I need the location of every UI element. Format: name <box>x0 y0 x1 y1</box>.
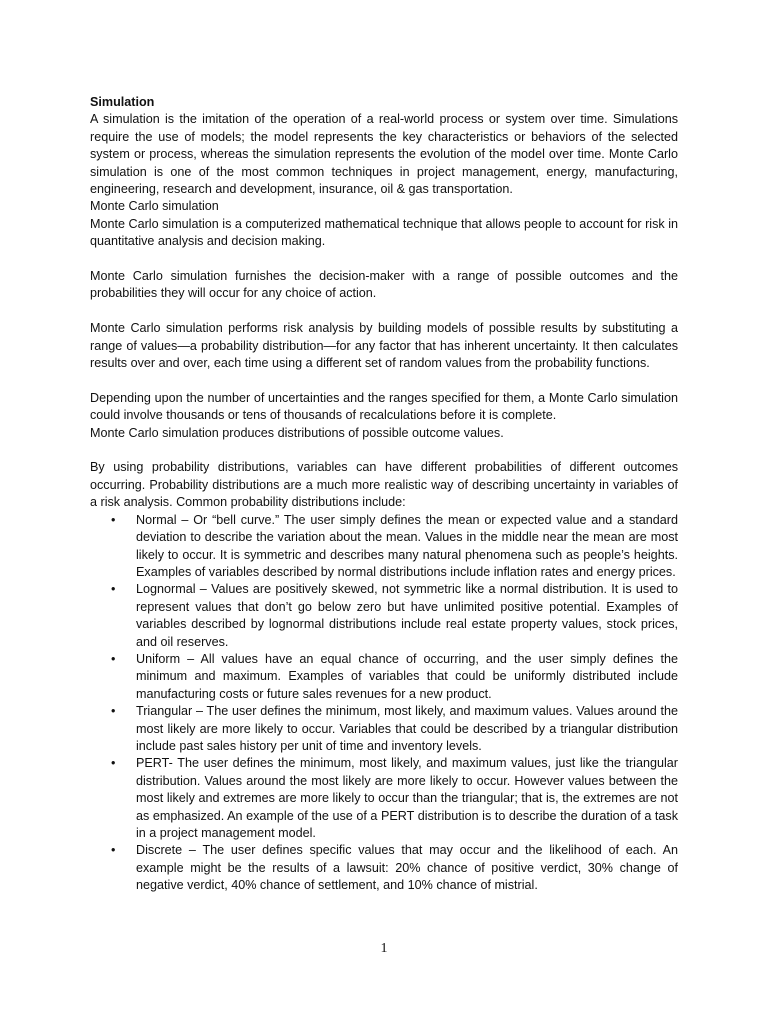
list-item <box>90 703 678 755</box>
paragraph-spacer <box>90 372 678 389</box>
paragraph-spacer <box>90 251 678 268</box>
paragraph-spacer <box>90 303 678 320</box>
list-item <box>90 581 678 651</box>
list-item-text: Lognormal – Values are positively skewed, not symmetric like a normal distribution. It is used to represent values that don’t go below zero but have unlimited positive potential. Examples of variables described by lognormal distributions include real estate property values, stock prices, and oil reserves. <box>136 582 678 649</box>
bullet-icon: • <box>111 704 116 719</box>
paragraph-spacer <box>90 442 678 459</box>
paragraph: Monte Carlo simulation performs risk analysis by building models of possible results by substituting a range of values—a probability distribution—for any factor that has inherent uncertainty. It then calculates results over and over, each time using a different set of random values from the probability functions. <box>90 321 678 371</box>
list-item-text: Normal – Or “bell curve.” The user simply defines the mean or expected value and a standard deviation to describe the variation about the mean. Values in the middle near the mean are most likely to occur. It is symmetric and describes many natural phenomena such as people’s heights. Examples of variables described by normal distributions include inflation rates and energy prices. <box>136 512 678 579</box>
document-body <box>90 94 678 895</box>
bullet-icon: • <box>111 756 116 771</box>
list-item-text: Discrete – The user defines specific values that may occur and the likelihood of each. An example might be the results of a lawsuit: 20% chance of positive verdict, 30% change of negative verdict, 40% chance of settlement, and 10% chance of mistrial. <box>136 843 678 893</box>
list-item-text: Triangular – The user defines the minimum, most likely, and maximum values. Values around the most likely are more likely to occur. Variables that could be described by a triangular distribution include past sales history per unit of time and inventory levels. <box>136 704 678 753</box>
intro-paragraph: A simulation is the imitation of the operation of a real-world process or system over time. Simulations require the use of models; the model represents the key characteristics or behaviors of the selected system or process, whereas the simulation represents the evolution of the model over time. Monte Carlo simulation is one of the most common techniques in project management, energy, manufacturing, engineering, research and development, insurance, oil & gas transportation. <box>90 112 678 197</box>
list-item <box>90 842 678 894</box>
paragraph: Monte Carlo simulation produces distributions of possible outcome values. <box>90 425 504 440</box>
list-item-text: PERT- The user defines the minimum, most likely, and maximum values, just like the triangular distribution. Values around the most likely are more likely to occur. However values between the most likely and extremes are more likely to occur than the triangular; that is, the extremes are not as emphasized. An example of the use of a PERT distribution is to describe the duration of a task in a project management model. <box>136 756 678 840</box>
bullet-icon: • <box>111 512 116 527</box>
page-number: 1 <box>380 941 388 956</box>
section-title: Simulation <box>90 95 155 109</box>
subheading: Monte Carlo simulation <box>90 199 219 214</box>
list-item <box>90 512 678 582</box>
paragraph: Depending upon the number of uncertainties and the ranges specified for them, a Monte Carlo simulation could involve thousands or tens of thousands of recalculations before it is complete. <box>90 390 678 423</box>
list-item <box>90 755 678 842</box>
paragraph: Monte Carlo simulation furnishes the decision-maker with a range of possible outcomes and the probabilities they will occur for any choice of action. <box>90 269 678 301</box>
list-item-text: Uniform – All values have an equal chance of occurring, and the user simply defines the minimum and maximum. Examples of variables that could be uniformly distributed include manufacturing costs or future sales revenues for a new product. <box>136 651 678 701</box>
paragraph: Monte Carlo simulation is a computerized mathematical technique that allows people to account for risk in quantitative analysis and decision making. <box>90 216 679 249</box>
bullet-icon: • <box>111 582 116 597</box>
bullet-icon: • <box>111 651 116 666</box>
paragraph: By using probability distributions, variables can have different probabilities of different outcomes occurring. Probability distributions are a much more realistic way of describing uncertainty in variables of a risk analysis. Common probability distributions include: <box>90 460 678 510</box>
bullet-icon: • <box>111 843 116 858</box>
list-item <box>90 651 678 703</box>
distribution-list <box>90 512 678 895</box>
